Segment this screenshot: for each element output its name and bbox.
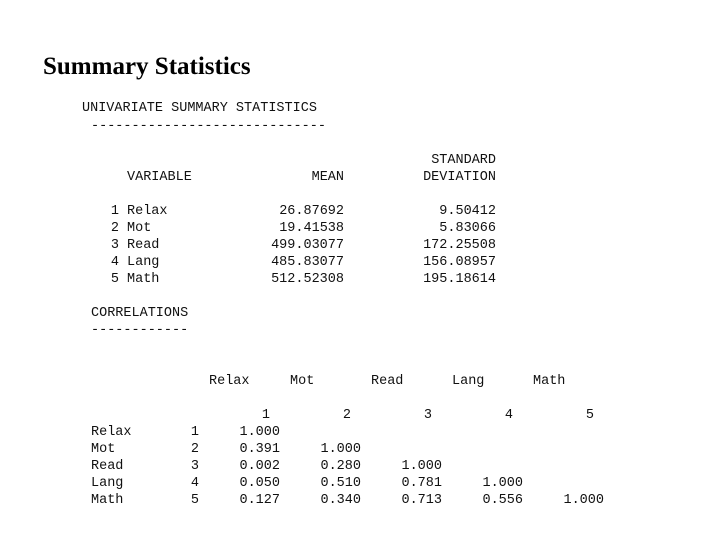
mean-value: 512.52308 <box>271 272 344 287</box>
corr-row-name: Lang <box>91 476 124 491</box>
variable-name: Relax <box>127 204 168 219</box>
variable-name: Mot <box>127 221 152 236</box>
corr-value: 0.556 <box>482 493 523 508</box>
corr-col-name: Lang <box>452 374 485 389</box>
sd-header-line2: DEVIATION <box>423 170 496 185</box>
mean-value: 485.83077 <box>271 255 344 270</box>
mean-header: MEAN <box>311 170 344 185</box>
corr-col-name: Mot <box>290 374 315 389</box>
sd-value: 9.50412 <box>439 204 496 219</box>
mean-value: 19.41538 <box>279 221 344 236</box>
corr-col-name: Math <box>533 374 566 389</box>
corr-value: 0.713 <box>401 493 442 508</box>
corr-row-number: 1 <box>190 425 199 440</box>
univariate-rule: ----------------------------- <box>91 119 326 134</box>
corr-col-number: 4 <box>504 408 513 423</box>
variable-name: Math <box>127 272 160 287</box>
corr-value: 0.510 <box>320 476 361 491</box>
corr-row-number: 2 <box>190 442 199 457</box>
sd-value: 156.08957 <box>423 255 496 270</box>
mean-value: 26.87692 <box>279 204 344 219</box>
corr-value: 1.000 <box>239 425 280 440</box>
corr-col-number: 3 <box>423 408 432 423</box>
variable-name: Read <box>127 238 160 253</box>
corr-col-name: Relax <box>209 374 250 389</box>
corr-row-name: Read <box>91 459 124 474</box>
corr-col-number: 5 <box>585 408 594 423</box>
row-number: 5 <box>110 272 119 287</box>
corr-value: 0.280 <box>320 459 361 474</box>
corr-row-name: Mot <box>91 442 116 457</box>
correlations-heading: CORRELATIONS <box>91 306 189 321</box>
corr-value: 0.340 <box>320 493 361 508</box>
sd-value: 5.83066 <box>439 221 496 236</box>
corr-row-name: Math <box>91 493 124 508</box>
corr-value: 0.391 <box>239 442 280 457</box>
variable-name: Lang <box>127 255 160 270</box>
mean-value: 499.03077 <box>271 238 344 253</box>
corr-col-name: Read <box>371 374 404 389</box>
sd-header-line1: STANDARD <box>431 153 496 168</box>
corr-col-number: 1 <box>261 408 270 423</box>
corr-row-name: Relax <box>91 425 132 440</box>
correlations-rule: ------------ <box>91 323 189 338</box>
row-number: 3 <box>110 238 119 253</box>
sd-value: 172.25508 <box>423 238 496 253</box>
slide-title: Summary Statistics <box>43 53 251 80</box>
corr-value: 0.050 <box>239 476 280 491</box>
corr-row-number: 4 <box>190 476 199 491</box>
variable-header: VARIABLE <box>127 170 192 185</box>
corr-value: 0.002 <box>239 459 280 474</box>
univariate-heading: UNIVARIATE SUMMARY STATISTICS <box>82 101 317 116</box>
corr-value: 0.127 <box>239 493 280 508</box>
corr-row-number: 5 <box>190 493 199 508</box>
row-number: 4 <box>110 255 119 270</box>
corr-value: 1.000 <box>320 442 361 457</box>
corr-value: 1.000 <box>482 476 523 491</box>
corr-value: 0.781 <box>401 476 442 491</box>
sd-value: 195.18614 <box>423 272 496 287</box>
row-number: 1 <box>110 204 119 219</box>
corr-value: 1.000 <box>563 493 604 508</box>
corr-value: 1.000 <box>401 459 442 474</box>
corr-row-number: 3 <box>190 459 199 474</box>
row-number: 2 <box>110 221 119 236</box>
corr-col-number: 2 <box>342 408 351 423</box>
